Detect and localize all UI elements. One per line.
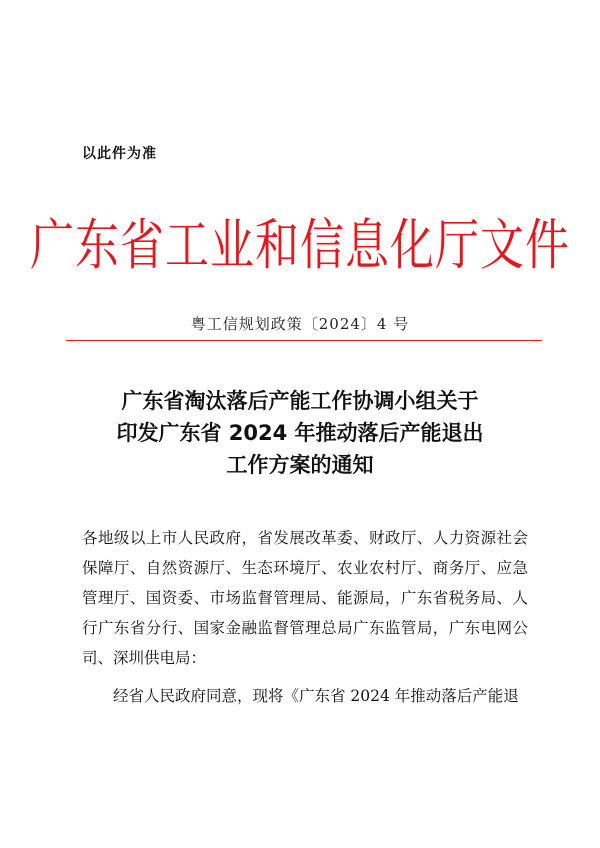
recipients-paragraph: 各地级以上市人民政府，省发展改革委、财政厅、人力资源社会保障厅、自然资源厅、生态环境厅、农业农村厅、商务厅、应急管理厅、国资委、市场监督管理局、能源局，广东省税务局、人行广东省分行、国家金融监督管理总局广东监管局，广东电网公司、深圳供电局： <box>82 529 528 667</box>
document-masthead: 广东省工业和信息化厅文件 <box>30 213 570 278</box>
document-title <box>0 385 600 481</box>
document-number: 粤工信规划政策〔2024〕4 号 <box>190 315 410 333</box>
document-body <box>82 523 528 711</box>
red-separator-line <box>66 340 542 341</box>
title-line-2: 印发广东省 2024 年推动落后产能退出 <box>116 421 484 445</box>
body-paragraph-1: 经省人民政府同意，现将《广东省 2024 年推动落后产能退 <box>113 687 519 705</box>
valid-copy-note: 以此件为准 <box>82 146 157 162</box>
title-line-3: 工作方案的通知 <box>226 453 374 477</box>
title-line-1: 广东省淘汰落后产能工作协调小组关于 <box>121 389 479 413</box>
